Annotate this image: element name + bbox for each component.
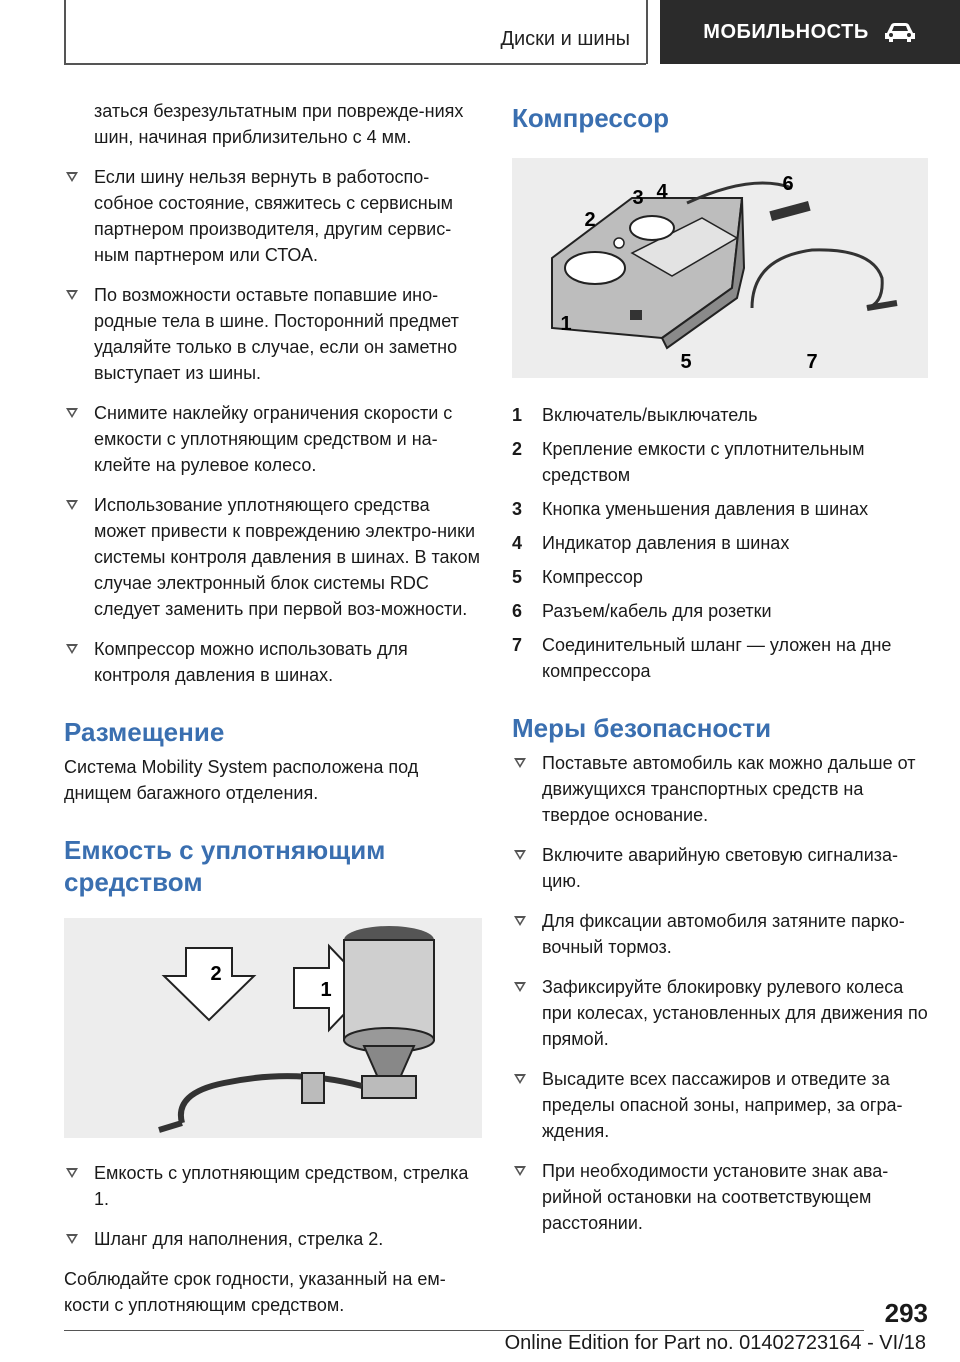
- figure-label: 1: [560, 313, 572, 335]
- bullet-triangle-icon: [514, 850, 526, 860]
- figure-label: 3: [632, 187, 644, 209]
- list-item: Для фиксации автомобиля затяните парко-вочный тормоз.: [512, 908, 932, 960]
- list-item: Снимите наклейку ограничения скорости с емкости с уплотняющим средством и на-клейте на рулевое колесо.: [64, 400, 482, 478]
- chapter-tab: [660, 0, 960, 64]
- bullet-triangle-icon: [66, 500, 78, 510]
- list-item: Компрессор можно использовать для контроля давления в шинах.: [64, 636, 482, 688]
- bullet-triangle-icon: [66, 408, 78, 418]
- legend-item: 6 Разъем/кабель для розетки: [512, 601, 772, 621]
- left-column: [64, 98, 482, 1332]
- list-item: Если шину нельзя вернуть в работоспо-собное состояние, свяжитесь с сервисным партнером производителя, другим сервис-ным партнером или СТОА.: [64, 164, 482, 268]
- list-item: Зафиксируйте блокировку рулевого колеса при колесах, установленных для движения по прямой.: [512, 974, 932, 1052]
- bullet-triangle-icon: [514, 916, 526, 926]
- right-column: [512, 98, 932, 1250]
- bullet-triangle-icon: [66, 1234, 78, 1244]
- header-rule-bottom: [64, 63, 646, 65]
- heading-safety: Меры безопасности: [512, 713, 772, 743]
- legend-item: 4 Индикатор давления в шинах: [512, 533, 790, 553]
- footer-edition: Online Edition for Part no. 01402723164 - VI/18: [504, 1332, 926, 1354]
- list-item: Емкость с уплотняющим средством, стрелка 1.: [64, 1160, 482, 1212]
- figure-compressor: [512, 158, 928, 378]
- figure-label: 7: [806, 351, 818, 373]
- intro-text: заться безрезультатным при поврежде-ниях шин, начиная приблизительно с 4 мм.: [94, 101, 464, 147]
- list-item: При необходимости установите знак ава-рийной остановки на соответствующем расстоянии.: [512, 1158, 932, 1236]
- list-item: Поставьте автомобиль как можно дальше от движущихся транспортных средств на твердое основание.: [512, 750, 932, 828]
- bullet-triangle-icon: [514, 982, 526, 992]
- legend-item: 7 Соединительный шланг — уложен на дне компрессора: [512, 635, 892, 681]
- list-item: Шланг для наполнения, стрелка 2.: [64, 1226, 482, 1252]
- figure-label: 4: [656, 181, 668, 203]
- figure-label: 2: [210, 963, 222, 985]
- header-rule-right: [646, 0, 648, 64]
- figure-label: 1: [320, 979, 332, 1001]
- section-title: Диски и шины: [500, 28, 630, 50]
- heading-container: Емкость с уплотняющим средством: [64, 835, 386, 897]
- figure-label: 5: [680, 351, 692, 373]
- list-item: По возможности оставьте попавшие ино-родные тела в шине. Посторонний предмет удаляйте только в случае, если он заметно выступает из шины.: [64, 282, 482, 386]
- list-item: Высадите всех пассажиров и отведите за пределы опасной зоны, например, за огра-ждения.: [512, 1066, 932, 1144]
- page-number: 293: [884, 1298, 928, 1328]
- list-item: Включите аварийную световую сигнализа-цию.: [512, 842, 932, 894]
- legend-item: 5 Компрессор: [512, 567, 643, 587]
- bullet-triangle-icon: [66, 290, 78, 300]
- header-rule-left: [64, 0, 66, 64]
- bullet-triangle-icon: [514, 758, 526, 768]
- bullet-triangle-icon: [66, 1168, 78, 1178]
- chapter-title: МОБИЛЬНОСТЬ: [703, 20, 869, 43]
- placement-text: Система Mobility System расположена под днищем багажного отделения.: [64, 757, 419, 803]
- heading-placement: Размещение: [64, 717, 225, 747]
- figure-label: 6: [782, 173, 794, 195]
- footer-rule: [64, 1330, 864, 1331]
- bullet-triangle-icon: [514, 1074, 526, 1084]
- figure-sealant-container: [64, 918, 482, 1138]
- closing-text: Соблюдайте срок годности, указанный на ем-кости с уплотняющим средством.: [64, 1269, 446, 1315]
- figure-label: 2: [584, 209, 596, 231]
- bullet-triangle-icon: [66, 172, 78, 182]
- legend-item: 3 Кнопка уменьшения давления в шинах: [512, 499, 869, 519]
- legend-item: 1 Включатель/выключатель: [512, 405, 758, 425]
- car-icon: [883, 21, 917, 43]
- bullet-triangle-icon: [514, 1166, 526, 1176]
- bullet-triangle-icon: [66, 644, 78, 654]
- list-item: Использование уплотняющего средства может привести к повреждению электро-ники системы контроля давления в шинах. В таком случае электронный блок системы RDC следует заменить при первой воз-можности.: [64, 492, 482, 622]
- heading-compressor: Компрессор: [512, 103, 670, 133]
- legend-item: 2 Крепление емкости с уплотнительным средством: [512, 439, 865, 485]
